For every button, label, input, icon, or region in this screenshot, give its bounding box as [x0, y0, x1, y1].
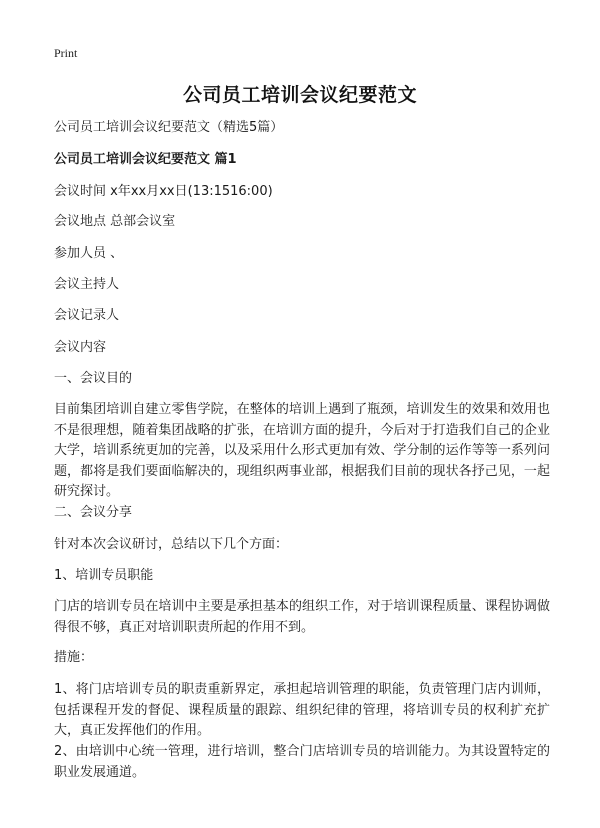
share-heading: 二、会议分享	[54, 505, 133, 520]
participants: 参加人员 、	[54, 246, 124, 261]
document-title: 公司员工培训会议纪要范文	[182, 84, 417, 106]
meeting-time: 会议时间 x年xx月xx日(13:1516:00)	[54, 184, 273, 199]
document-subtitle: 公司员工培训会议纪要范文（精选5篇）	[54, 120, 284, 135]
print-label: Print	[54, 46, 78, 60]
purpose-heading: 一、会议目的	[54, 371, 133, 386]
purpose-paragraph: 目前集团培训自建立零售学院，在整体的培训上遇到了瓶颈，培训发生的效果和效用也不是很理想，随着集团战略的扩张，在培训方面的提升，今后对于打造我们自己的企业大学，培训系统更加的完善，以及采用什么形式更加有效、学分制的运作等等一系列问题，都将是我们要面临解决的，现组织两事业部，根据我们目前的现状各抒己见，一起研究探讨。	[54, 402, 550, 499]
meeting-content-label: 会议内容	[54, 340, 107, 355]
item1-heading: 1、培训专员职能	[54, 568, 154, 583]
meeting-place: 会议地点 总部会议室	[54, 214, 176, 229]
section-heading: 公司员工培训会议纪要范文 篇1	[54, 152, 237, 167]
item1-paragraph: 门店的培训专员在培训中主要是承担基本的组织工作，对于培训课程质量、课程协调做得很不够，真正对培训职责所起的作用不到。	[54, 599, 550, 635]
meeting-recorder: 会议记录人	[54, 308, 120, 323]
meeting-host: 会议主持人	[54, 277, 120, 292]
share-intro: 针对本次会议研讨，总结以下几个方面：	[54, 537, 289, 552]
measures-label: 措施：	[54, 650, 94, 665]
measure1-paragraph: 1、将门店培训专员的职责重新界定，承担起培训管理的职能，负责管理门店内训师，包括课程开发的督促、课程质量的跟踪、组织纪律的管理，将培训专员的权利扩充扩大，真正发挥他们的作用。	[54, 682, 550, 738]
measure2-paragraph: 2、由培训中心统一管理，进行培训，整合门店培训专员的培训能力。为其设置特定的职业发展通道。	[54, 744, 550, 780]
